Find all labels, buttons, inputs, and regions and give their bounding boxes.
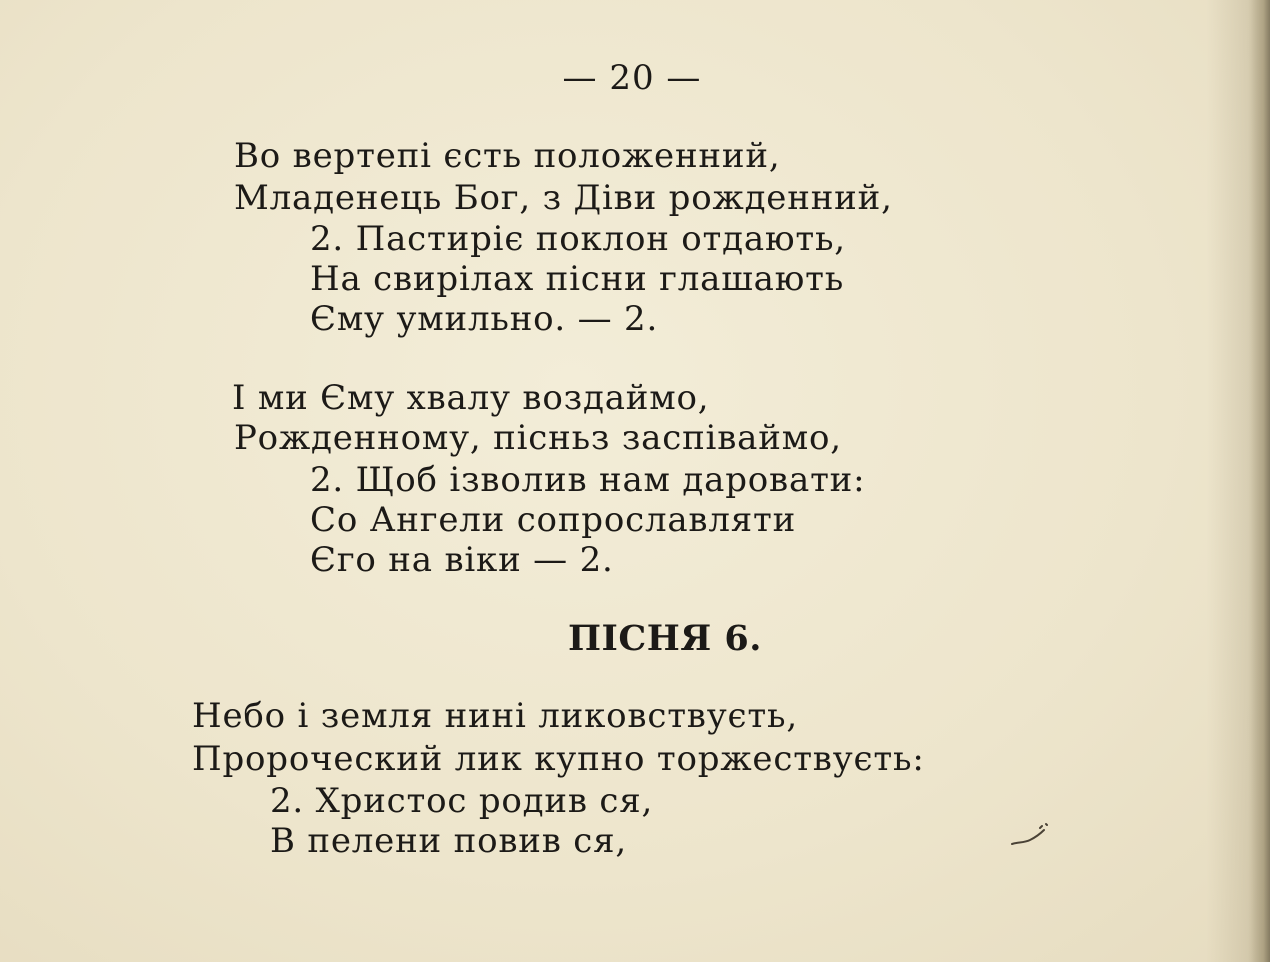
verse-line: 2. Христос родив ся,: [270, 781, 654, 821]
verse-line: На свирілах пісни глашають: [310, 259, 845, 299]
song-heading: ПІСНЯ 6.: [568, 618, 762, 659]
verse-line: Єму умильно. — 2.: [310, 299, 659, 339]
verse-line: 2. Щоб ізволив нам даровати:: [310, 460, 866, 500]
page-edge-shadow: [1248, 0, 1270, 962]
page-number: — 20 —: [562, 58, 702, 98]
verse-line: І ми Єму хвалу воздаймо,: [232, 378, 710, 418]
ink-speck-icon: [1010, 822, 1052, 848]
verse-line: Во вертепі єсть положенний,: [234, 136, 781, 176]
verse-line: Со Ангели сопрославляти: [310, 500, 797, 540]
verse-line: Небо і земля нині ликовствуєть,: [192, 696, 798, 736]
verse-line: Пророческий лик купно торжествуєть:: [192, 739, 925, 779]
verse-line: Младенець Бог, з Діви рожденний,: [234, 178, 893, 218]
verse-line: Рожденному, пісньз заспіваймо,: [234, 418, 842, 458]
verse-line: 2. Пастиріє поклон отдають,: [310, 219, 846, 259]
verse-line: Єго на віки — 2.: [310, 540, 614, 580]
verse-line: В пелени повив ся,: [270, 821, 628, 861]
